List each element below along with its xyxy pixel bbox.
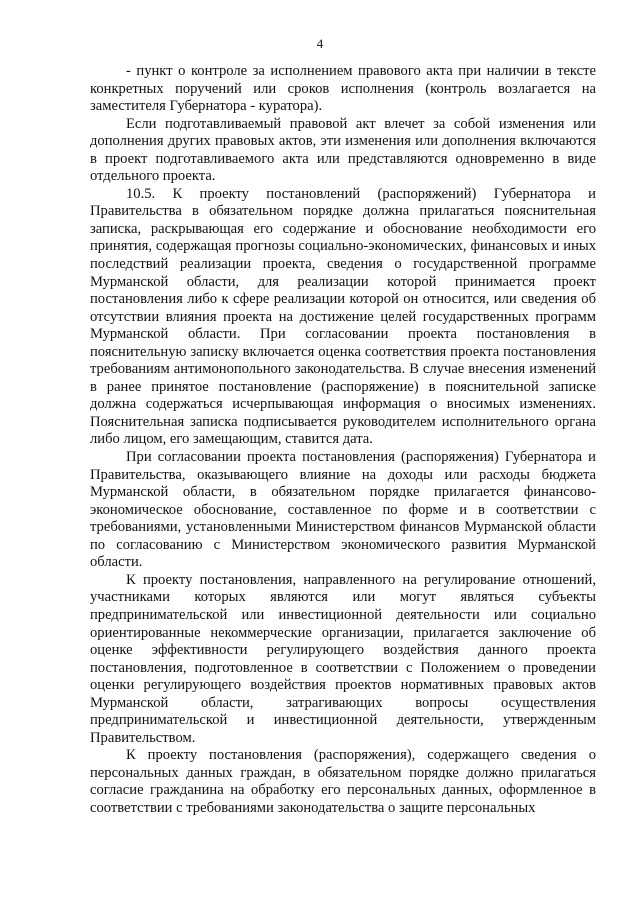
document-body	[90, 63, 596, 818]
paragraph-related-acts: Если подготавливаемый правовой акт влечет за собой изменения или дополнения других правовых актов, эти изменения или дополнения включаются в проект подготавливаемого акта или представляются одновременно в виде отдельного проекта.	[90, 115, 596, 185]
paragraph-10-5-explanatory-note: 10.5. К проекту постановлений (распоряжений) Губернатора и Правительства в обязательном порядке должна прилагаться пояснительная записка, раскрывающая его содержание и обоснование необходимости его принятия, содержащая прогнозы социально-экономических, финансовых и иных последствий реализации проекта, сведения о государственной программе Мурманской области, для реализации которой принимается проект постановления либо к сфере реализации которой он относится, или сведения об отсутствии влияния проекта на достижение целей государственных программ Мурманской области. При согласовании проекта постановления в пояснительную записку включается оценка соответствия проекта постановления требованиям антимонопольного законодательства. В случае внесения изменений в ранее принятое постановление (распоряжение) в пояснительной записке должна содержаться исчерпывающая информация о вносимых изменениях. Пояснительная записка подписывается руководителем исполнительного органа либо лицом, его замещающим, ставится дата.	[90, 185, 596, 448]
paragraph-regulatory-impact: К проекту постановления, направленного на регулирование отношений, участниками которых являются или могут являться субъекты предпринимательской или инвестиционной деятельности или социально ориентированные некоммерческие организации, прилагается заключение об оценке эффективности регулирующего воздействия данного проекта постановления, подготовленное в соответствии с Положением о проведении оценки регулирующего воздействия проектов нормативных правовых актов Мурманской области, затрагивающих вопросы осуществления предпринимательской и инвестиционной деятельности, утвержденным Правительством.	[90, 571, 596, 746]
paragraph-financial-justification: При согласовании проекта постановления (распоряжения) Губернатора и Правительства, оказывающего влияние на доходы или расходы бюджета Мурманской области, в обязательном порядке прилагается финансово-экономическое обоснование, составленное по форме и в соответствии с требованиями, установленными Министерством финансов Мурманской области по согласованию с Министерством экономического развития Мурманской области.	[90, 449, 596, 571]
paragraph-personal-data: К проекту постановления (распоряжения), содержащего сведения о персональных данных граждан, в обязательном порядке должно прилагаться согласие гражданина на обработку его персональных данных, оформленное в соответствии с требованиями законодательства о защите персональных	[90, 747, 596, 816]
paragraph-control-clause: - пункт о контроле за исполнением правового акта при наличии в тексте конкретных поручений или сроков исполнения (контроль возлагается на заместителя Губернатора - куратора).	[90, 63, 596, 115]
page-number: 4	[316, 36, 324, 51]
